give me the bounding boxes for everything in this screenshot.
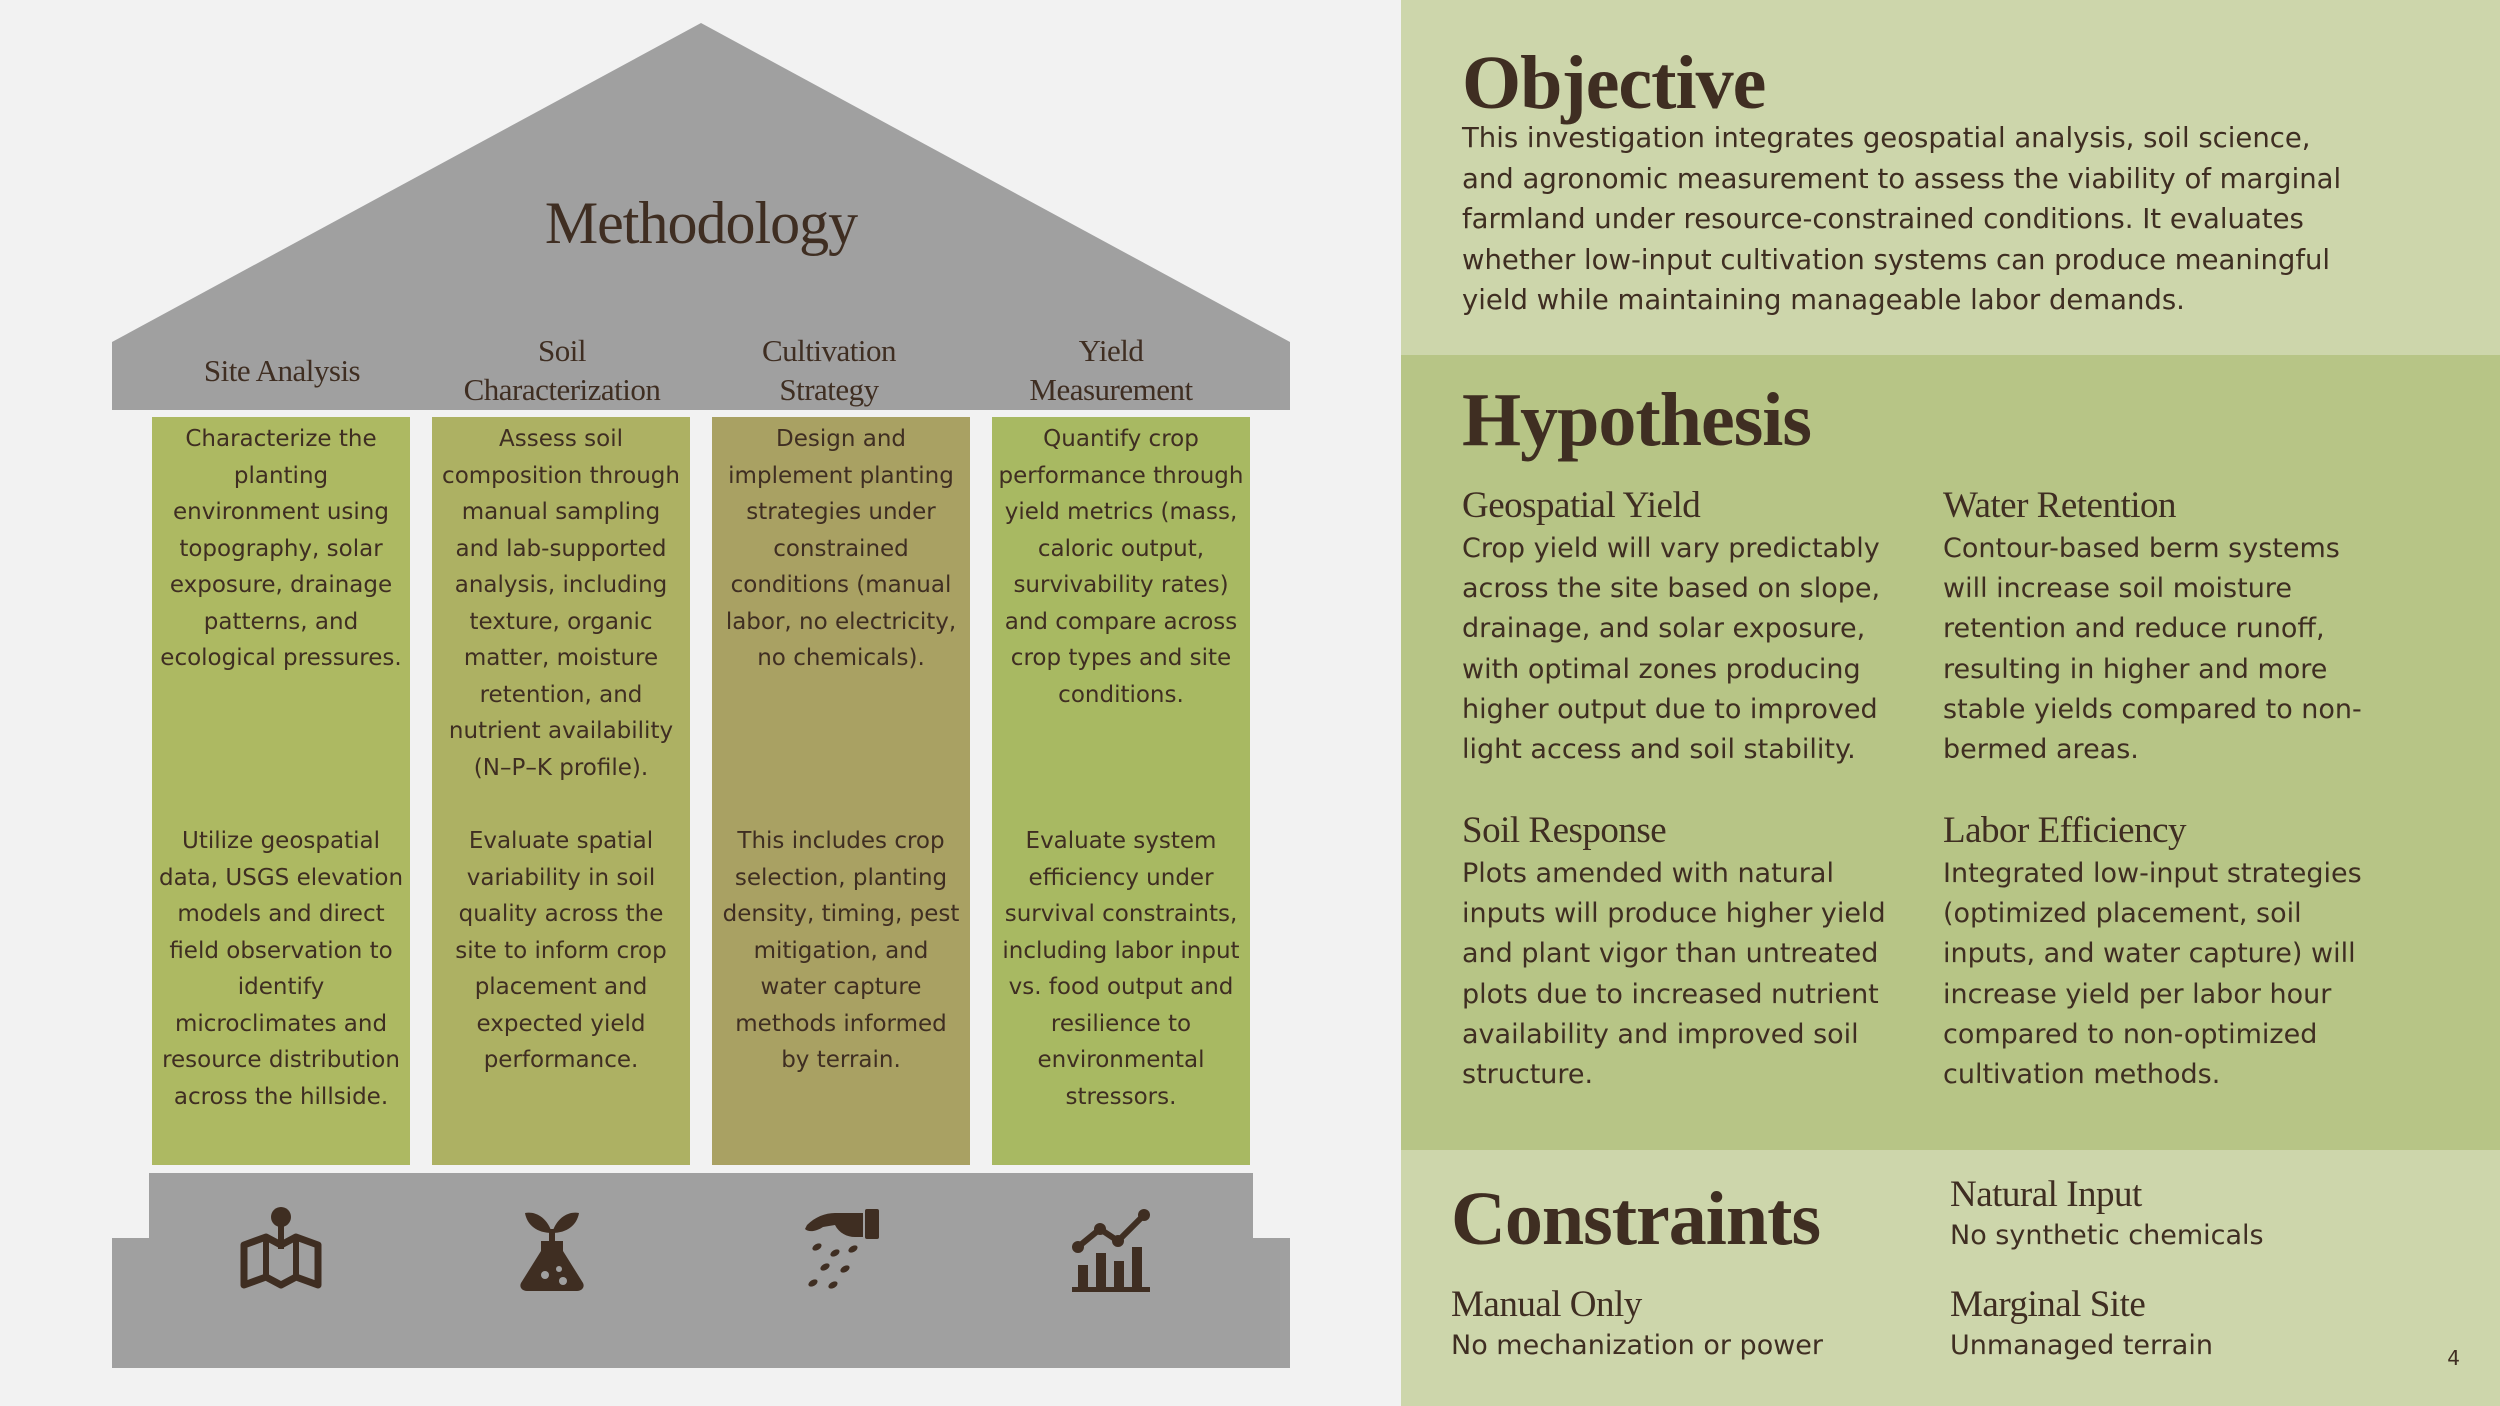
constraint-item-body: Unmanaged terrain: [1950, 1330, 2213, 1361]
objective-panel: [1401, 0, 2500, 355]
hypothesis-labor-efficiency: [1943, 808, 2373, 1095]
constraint-item-title: Manual Only: [1451, 1284, 1642, 1325]
hypothesis-item-body: Plots amended with natural inputs will produce higher yield and plant vigor than untreated plots due to increased nutrient availability and improved soil structure.: [1462, 858, 1886, 1091]
hypothesis-item-body: Crop yield will vary predictably across the site based on slope, drainage, and solar exposure, with optimal zones producing higher output due to improved light access and soil stability.: [1462, 533, 1881, 766]
constraint-item-body: No mechanization or power: [1451, 1330, 1824, 1361]
pillar-text-secondary: Evaluate spatial variability in soil quality across the site to inform crop placement and expected yield performance.: [455, 828, 667, 1073]
hypothesis-geospatial-yield: [1462, 483, 1892, 770]
column-head-site-analysis: Site Analysis: [203, 352, 361, 388]
pillar-cultivation-strategy: [712, 417, 970, 1165]
pillar-yield-measurement: [992, 417, 1250, 1165]
map-pin-icon: [236, 1203, 326, 1293]
growth-chart-icon: [1068, 1203, 1158, 1293]
hypothesis-water-retention: [1943, 483, 2373, 770]
constraints-title: Constraints: [1451, 1177, 1821, 1261]
pillar-text-secondary: Evaluate system efficiency under survival constraints, including labor input vs. food output and resilience to environmental stressors.: [1002, 828, 1240, 1110]
objective-title: Objective: [1462, 41, 1766, 125]
pillar-text-primary: Assess soil composition through manual sampling and lab-supported analysis, including texture, organic matter, moisture retention, and nutrient availability (N–P–K profile).: [442, 426, 680, 781]
constraints-panel: [1401, 1150, 2500, 1406]
pillar-text-secondary: This includes crop selection, planting density, timing, pest mitigation, and water capture methods informed by terrain.: [722, 828, 960, 1073]
hypothesis-item-title: Soil Response: [1462, 810, 1667, 851]
column-head-yield-measurement: Yield Measurement: [1029, 333, 1193, 407]
soil-flask-icon: [507, 1203, 597, 1293]
pillar-soil-characterization: [432, 417, 690, 1165]
pillar-text-primary: Quantify crop performance through yield metrics (mass, caloric output, survivability rates) and compare across crop types and site conditions.: [998, 426, 1244, 708]
methodology-title: Methodology: [544, 190, 858, 256]
hypothesis-item-title: Water Retention: [1943, 485, 2177, 526]
hypothesis-title: Hypothesis: [1462, 378, 1811, 462]
constraint-item-title: Marginal Site: [1950, 1284, 2146, 1325]
constraint-marginal-site: [1950, 1282, 2213, 1364]
constraint-natural-input: [1950, 1172, 2264, 1254]
constraint-manual-only: [1451, 1282, 1823, 1364]
pillar-text-primary: Characterize the planting environment using topography, solar exposure, drainage patterns, and ecological pressures.: [160, 426, 402, 671]
objective-body: This investigation integrates geospatial analysis, soil science, and agronomic measurement to assess the viability of marginal farmland under resource-constrained conditions. It evaluates whether low-input cultivation systems can produce meaningful yield while maintaining manageable labor demands.: [1462, 122, 2342, 316]
hypothesis-item-title: Labor Efficiency: [1943, 810, 2186, 851]
hypothesis-item-body: Contour-based berm systems will increase soil moisture retention and reduce runoff, resulting in higher and more stable yields compared to non-bermed areas.: [1943, 533, 2362, 766]
hand-seeds-icon: [795, 1203, 885, 1293]
hypothesis-panel: [1401, 355, 2500, 1150]
column-head-soil-characterization: Soil Characterization: [463, 333, 661, 407]
hypothesis-soil-response: [1462, 808, 1892, 1095]
column-head-cultivation-strategy: Cultivation Strategy: [762, 333, 896, 407]
hypothesis-item-title: Geospatial Yield: [1462, 485, 1701, 526]
pillar-text-primary: Design and implement planting strategies under constrained conditions (manual labor, no electricity, no chemicals).: [725, 426, 957, 671]
page-number: 4: [2447, 1346, 2460, 1370]
constraint-item-body: No synthetic chemicals: [1950, 1220, 2264, 1251]
pillar-text-secondary: Utilize geospatial data, USGS elevation models and direct field observation to identify microclimates and resource distribution across the hillside.: [158, 828, 404, 1110]
constraint-item-title: Natural Input: [1950, 1174, 2142, 1215]
hypothesis-item-body: Integrated low-input strategies (optimized placement, soil inputs, and water capture) will increase yield per labor hour compared to non-optimized cultivation methods.: [1943, 858, 2362, 1091]
pillar-site-analysis: [152, 417, 410, 1165]
